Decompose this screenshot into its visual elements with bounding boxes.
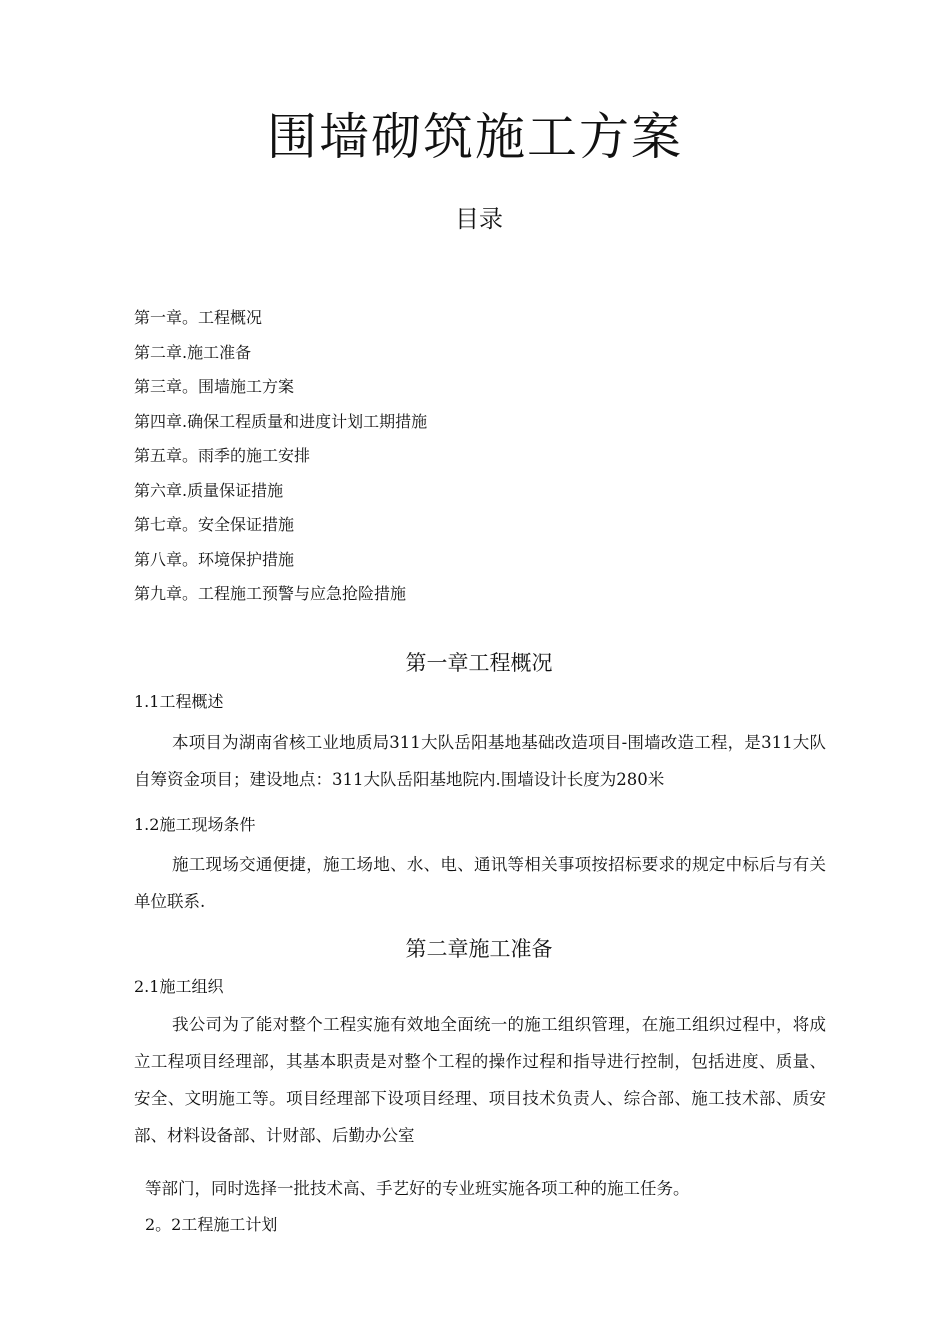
section-2-1-title: 2.1施工组织	[134, 977, 224, 996]
toc-item-1[interactable]: 第一章。工程概况	[134, 308, 263, 327]
section-2-1-paragraph: 我公司为了能对整个工程实施有效地全面统一的施工组织管理，在施工组织过程中，将成立工程项目经理部，其基本职责是对整个工程的操作过程和指导进行控制，包括进度、质量、安全、文明施工等。项目经理部下设项目经理、项目技术负责人、综合部、施工技术部、质安部、材料设备部、计财部、后勤办公室	[134, 1015, 826, 1145]
table-of-contents	[134, 306, 427, 617]
toc-item-6[interactable]: 第六章.质量保证措施	[134, 480, 284, 500]
toc-heading: 目录	[455, 205, 503, 233]
toc-item-3[interactable]: 第三章。围墙施工方案	[134, 377, 295, 396]
toc-item-8[interactable]: 第八章。环境保护措施	[134, 549, 295, 569]
section-2-2-title: 2。2工程施工计划	[145, 1215, 278, 1234]
section-2-1-continuation: 等部门，同时选择一批技术高、手艺好的专业班实施各项工种的施工任务。	[145, 1179, 690, 1198]
section-1-2-title: 1.2施工现场条件	[134, 815, 256, 834]
section-1-1-title: 1.1工程概述	[134, 692, 224, 711]
toc-item-9[interactable]: 第九章。工程施工预警与应急抢险措施	[134, 584, 407, 603]
section-1-1-paragraph: 本项目为湖南省核工业地质局311大队岳阳基地基础改造项目-围墙改造工程，是311大队自筹资金项目；建设地点：311大队岳阳基地院内.围墙设计长度为280米	[134, 733, 826, 789]
section-1-2-paragraph: 施工现场交通便捷，施工场地、水、电、通讯等相关事项按招标要求的规定中标后与有关单位联系.	[134, 855, 826, 911]
toc-item-2[interactable]: 第二章.施工准备	[134, 342, 252, 362]
toc-item-7[interactable]: 第七章。安全保证措施	[134, 515, 295, 534]
toc-item-5[interactable]: 第五章。雨季的施工安排	[134, 446, 311, 465]
chapter-1-heading: 第一章工程概况	[405, 651, 553, 675]
document-title: 围墙砌筑施工方案	[267, 108, 683, 166]
toc-item-4[interactable]: 第四章.确保工程质量和进度计划工期措施	[134, 411, 428, 431]
chapter-2-heading: 第二章施工准备	[405, 937, 553, 961]
